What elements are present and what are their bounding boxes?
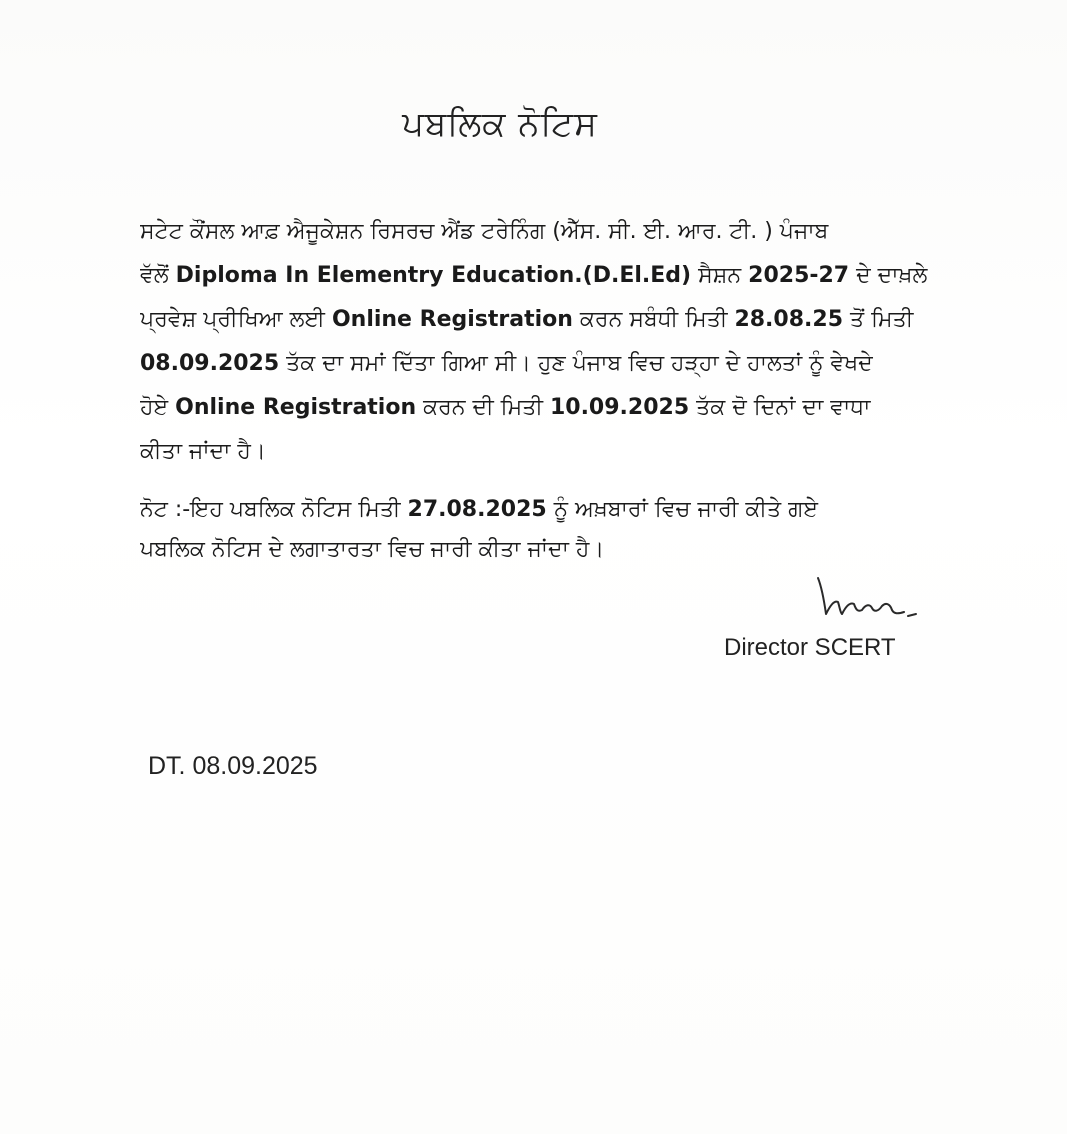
notice-title: ਪਬਲਿਕ ਨੋਟਿਸ <box>402 104 598 144</box>
body-line-1 <box>140 210 990 254</box>
extended-date: 10.09.2025 <box>549 395 690 420</box>
notice-date: DT. 08.09.2025 <box>148 752 318 780</box>
start-date: 28.08.25 <box>734 307 843 332</box>
note-text: ਨੋਟ :-ਇਹ ਪਬਲਿਕ ਨੋਟਿਸ ਮਿਤੀ <box>140 497 408 522</box>
body-line-2 <box>140 254 990 298</box>
body-text: ਕੀਤਾ ਜਾਂਦਾ ਹੈ। <box>140 439 266 464</box>
body-text: ਤੋਂ ਮਿਤੀ <box>843 307 914 332</box>
body-text: ਹੋਏ <box>140 395 176 420</box>
note-line-2 <box>140 530 990 570</box>
newspaper-date: 27.08.2025 <box>407 497 547 522</box>
body-text: ਵੱਲੋਂ <box>140 263 176 288</box>
body-text: ਪ੍ਰਵੇਸ਼ ਪ੍ਰੀਖਿਆ ਲਈ <box>140 307 332 332</box>
body-line-3 <box>140 298 990 342</box>
note-text: ਨੂੰ ਅਖ਼ਬਾਰਾਂ ਵਿਚ ਜਾਰੀ ਕੀਤੇ ਗਏ <box>546 497 819 522</box>
body-text: ਤੱਕ ਦੋ ਦਿਨਾਂ ਦਾ ਵਾਧਾ <box>689 395 871 420</box>
signatory-title: Director SCERT <box>724 634 896 661</box>
note-line-1 <box>140 490 990 530</box>
body-text: ਸੈਸ਼ਨ <box>691 263 749 288</box>
notice-note <box>140 490 990 570</box>
registration-term: Online Registration <box>175 395 417 420</box>
session-years: 2025-27 <box>748 263 850 288</box>
note-text: ਪਬਲਿਕ ਨੋਟਿਸ ਦੇ ਲਗਾਤਾਰਤਾ ਵਿਚ ਜਾਰੀ ਕੀਤਾ ਜਾਂਦਾ ਹੈ। <box>140 537 605 562</box>
registration-term: Online Registration <box>331 307 573 332</box>
body-text: ਦੇ ਦਾਖ਼ਲੇ <box>849 263 928 288</box>
original-end-date: 08.09.2025 <box>140 351 280 376</box>
notice-body <box>140 210 990 474</box>
body-text: ਕਰਨ ਸਬੰਧੀ ਮਿਤੀ <box>572 307 735 332</box>
body-line-4 <box>140 342 990 386</box>
body-text: ਤੱਕ ਦਾ ਸਮਾਂ ਦਿੱਤਾ ਗਿਆ ਸੀ। ਹੁਣ ਪੰਜਾਬ ਵਿਚ ਹੜ੍ਹਾ ਦੇ ਹਾਲਤਾਂ ਨੂੰ ਵੇਖਦੇ <box>279 351 873 376</box>
body-line-5 <box>140 386 990 430</box>
course-name: Diploma In Elementry Education.(D.El.Ed) <box>175 263 692 288</box>
body-text: ਸਟੇਟ ਕੌਂਸਲ ਆਫ਼ ਐਜੂਕੇਸ਼ਨ ਰਿਸਰਚ ਐਂਡ ਟਰੇਨਿੰਗ (ਐੱਸ. ਸੀ. ਈ. ਆਰ. ਟੀ. ) ਪੰਜਾਬ <box>140 219 829 244</box>
body-text: ਕਰਨ ਦੀ ਮਿਤੀ <box>416 395 550 420</box>
body-line-6 <box>140 430 990 474</box>
signature-mark <box>812 570 932 625</box>
